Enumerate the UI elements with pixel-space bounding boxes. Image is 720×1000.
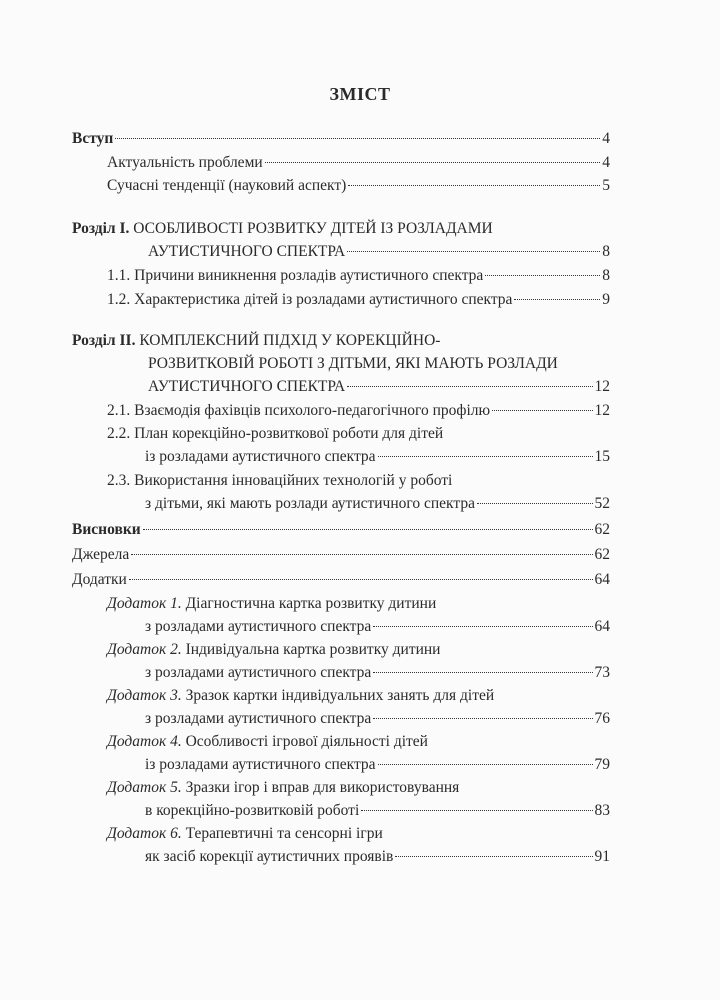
dot-leader (265, 162, 601, 163)
entry-label-line2: в корекційно-розвитковій роботі (145, 802, 360, 819)
toc-entry-intro-1 (0, 152, 720, 174)
entry-label: 2.1. Взаємодія фахівців психолого-педагогічного профілю (107, 402, 491, 419)
section-title-line1: КОМПЛЕКСНИЙ ПІДХІД У КОРЕКЦІЙНО- (139, 332, 441, 349)
dot-leader (143, 529, 593, 530)
dot-leader (514, 299, 600, 300)
page-number: 4 (602, 130, 610, 147)
dot-leader (373, 672, 592, 673)
dot-leader (477, 503, 593, 504)
toc-entry-appendix-5-cont (0, 800, 720, 822)
entry-label: Актуальність проблеми (107, 154, 263, 171)
toc-entry-appendix-4 (0, 731, 720, 753)
appendix-prefix: Додаток 6. (107, 825, 182, 842)
page-number: 12 (594, 378, 610, 395)
page-number: 73 (594, 664, 610, 681)
page-number: 76 (594, 710, 610, 727)
entry-label-line2: з розладами аутистичного спектра (145, 710, 372, 727)
appendix-prefix: Додаток 5. (107, 779, 182, 796)
dot-leader (485, 275, 600, 276)
section-prefix: Розділ І. (72, 220, 130, 237)
entry-label-line1: 2.3. Використання інноваційних технологій у роботі (107, 472, 453, 489)
toc-entry-2-2 (0, 423, 720, 445)
entry-label-line1: 2.2. План корекційно-розвиткової роботи для дітей (107, 425, 444, 442)
entry-label: Висновки (72, 521, 141, 538)
entry-label-line1: Терапевтичні та сенсорні ігри (185, 825, 383, 842)
toc-entry-appendix-1-cont (0, 616, 720, 638)
entry-label-line1: Особливості ігрової діяльності дітей (185, 733, 428, 750)
entry-label-line1: Зразки ігор і вправ для використовування (185, 779, 460, 796)
dot-leader (395, 856, 592, 857)
toc-entry-appendix-2 (0, 639, 720, 661)
toc-entry-intro-2 (0, 175, 720, 197)
toc-entry-appendix-5 (0, 777, 720, 799)
appendix-prefix: Додаток 4. (107, 733, 182, 750)
entry-label-line1: Зразок картки індивідуальних занять для дітей (185, 687, 495, 704)
entry-label-line2: із розладами аутистичного спектра (145, 448, 376, 465)
entry-label-line1: Діагностична картка розвитку дитини (185, 595, 437, 612)
page-number: 5 (602, 177, 610, 194)
entry-label-line2: як засіб корекції аутистичних проявів (145, 848, 394, 865)
section-prefix: Розділ ІІ. (72, 332, 136, 349)
dot-leader (373, 718, 592, 719)
page-number: 64 (594, 571, 610, 588)
toc-entry-appendix-2-cont (0, 662, 720, 684)
page-number: 4 (602, 154, 610, 171)
page-number: 79 (594, 756, 610, 773)
page-number: 62 (594, 521, 610, 538)
toc-entry-appendix-3-cont (0, 708, 720, 730)
page-number: 9 (602, 291, 610, 308)
dot-leader (347, 386, 592, 387)
page-number: 62 (594, 546, 610, 563)
page-number: 91 (594, 848, 610, 865)
toc-entry-section1-cont (0, 241, 720, 263)
toc-entry-sources (0, 544, 720, 566)
page-number: 12 (594, 402, 610, 419)
toc-entry-2-3-cont (0, 493, 720, 515)
dot-leader (129, 579, 593, 580)
dot-leader (378, 456, 593, 457)
page-number: 8 (602, 267, 610, 284)
toc-entry-section2-line3 (0, 376, 720, 398)
toc-entry-1-1 (0, 265, 720, 287)
toc-entry-intro (0, 128, 720, 150)
dot-leader (348, 185, 600, 186)
entry-label: 1.1. Причини виникнення розладів аутистичного спектра (107, 267, 484, 284)
toc-entry-2-2-cont (0, 446, 720, 468)
entry-label: Вступ (72, 130, 114, 147)
toc-entry-appendix-1 (0, 593, 720, 615)
toc-entry-appendix-3 (0, 685, 720, 707)
toc-entry-2-3 (0, 470, 720, 492)
page-title: ЗМІСТ (329, 84, 391, 104)
entry-label: 1.2. Характеристика дітей із розладами аутистичного спектра (107, 291, 513, 308)
entry-label-line1: Індивідуальна картка розвитку дитини (185, 641, 441, 658)
entry-label-line2: з розладами аутистичного спектра (145, 618, 372, 635)
dot-leader (347, 251, 600, 252)
section-title-line1: ОСОБЛИВОСТІ РОЗВИТКУ ДІТЕЙ ІЗ РОЗЛАДАМИ (133, 220, 493, 237)
entry-label: Додатки (72, 571, 127, 588)
page-number: 52 (594, 495, 610, 512)
entry-label-line2: з дітьми, які мають розлади аутистичного спектра (145, 495, 475, 512)
entry-label: Сучасні тенденції (науковий аспект) (107, 177, 347, 194)
dot-leader (373, 626, 592, 627)
appendix-prefix: Додаток 3. (107, 687, 182, 704)
section-title-line3: АУТИСТИЧНОГО СПЕКТРА (148, 378, 346, 395)
dot-leader (131, 554, 592, 555)
dot-leader (361, 810, 592, 811)
entry-label: Джерела (72, 546, 130, 563)
page-number: 64 (594, 618, 610, 635)
page-number: 8 (602, 243, 610, 260)
page-number: 15 (594, 448, 610, 465)
toc-entry-appendices (0, 569, 720, 591)
dot-leader (492, 410, 592, 411)
section-title-line2: АУТИСТИЧНОГО СПЕКТРА (148, 243, 346, 260)
toc-entry-section2-line2 (0, 353, 720, 375)
dot-leader (378, 764, 593, 765)
toc-entry-section1 (0, 218, 720, 240)
toc-entry-appendix-6-cont (0, 846, 720, 868)
toc-entry-appendix-4-cont (0, 754, 720, 776)
appendix-prefix: Додаток 1. (107, 595, 182, 612)
toc-entry-appendix-6 (0, 823, 720, 845)
section-title-line2: РОЗВИТКОВІЙ РОБОТІ З ДІТЬМИ, ЯКІ МАЮТЬ РОЗЛАДИ (148, 355, 558, 372)
dot-leader (115, 138, 600, 139)
toc-entry-1-2 (0, 289, 720, 311)
entry-label-line2: із розладами аутистичного спектра (145, 756, 376, 773)
toc-entry-section2 (0, 330, 720, 352)
toc-entry-conclusions (0, 519, 720, 541)
page-number: 83 (594, 802, 610, 819)
appendix-prefix: Додаток 2. (107, 641, 182, 658)
toc-entry-2-1 (0, 400, 720, 422)
entry-label-line2: з розладами аутистичного спектра (145, 664, 372, 681)
